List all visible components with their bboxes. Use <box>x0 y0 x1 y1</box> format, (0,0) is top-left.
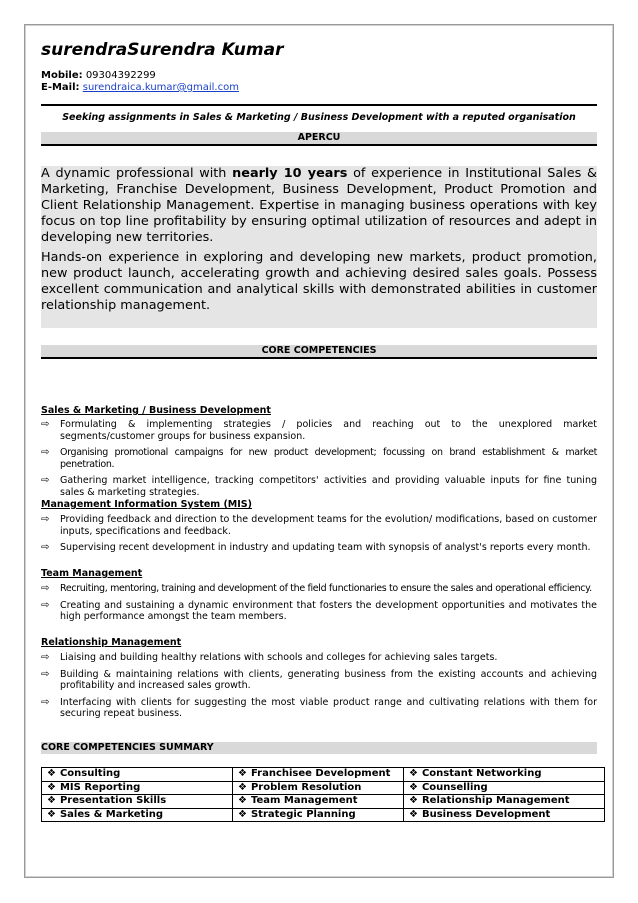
list-item: ⇨ Gathering market intelligence, tracking competitors' activities and providing valuable inputs for fine tuning sales & marketing strategies. <box>41 475 597 498</box>
objective-statement: Seeking assignments in Sales & Marketing / Business Development with a reputed organisation <box>62 112 576 123</box>
list-item: ⇨ Organising promotional campaigns for new product development; focussing on brand establishment & market penetration. <box>41 447 597 470</box>
competencies-summary-bar: CORE COMPETENCIES SUMMARY <box>41 742 597 754</box>
diamond-icon: ❖ <box>409 808 418 820</box>
list-item: ⇨ Providing feedback and direction to the development teams for the evolution/ modifications, based on customer inputs, specifications and feedback. <box>41 514 597 537</box>
table-row <box>42 781 605 795</box>
arrow-icon: ⇨ <box>41 447 50 458</box>
table-cell: ❖ Consulting <box>42 768 233 782</box>
list-item: ⇨ Creating and sustaining a dynamic environment that fosters the development opportunities and motivates the high performance amongst the team members. <box>41 599 597 622</box>
summary-paragraph-2: Hands-on experience in exploring and developing new markets, product promotion, new product launch, accelerating growth and achieving desired sales goals. Possess excellent communication and analytical skills with demonstrated abilities in customer relationship management. <box>41 250 597 313</box>
arrow-icon: ⇨ <box>41 599 50 611</box>
mobile-number: 09304392299 <box>85 70 156 81</box>
candidate-name: surendraSurendra Kumar <box>41 40 284 60</box>
table-cell: ❖ Problem Resolution <box>233 781 404 795</box>
diamond-icon: ❖ <box>238 781 247 793</box>
arrow-icon: ⇨ <box>41 514 50 525</box>
list-item: ⇨ Building & maintaining relations with clients, generating business from the existing accounts and achieving profitability and increased sales growth. <box>41 668 597 691</box>
table-cell: ❖ Strategic Planning <box>233 808 404 822</box>
apercu-section-bar: APERCU <box>41 132 597 146</box>
arrow-icon: ⇨ <box>41 419 50 430</box>
email-label: E-Mail: <box>41 82 80 93</box>
mis-bullets <box>41 514 597 559</box>
section-title-mis: Management Information System (MIS) <box>41 499 252 510</box>
diamond-icon: ❖ <box>409 795 418 806</box>
core-competencies-bar: CORE COMPETENCIES <box>41 345 597 359</box>
list-item: ⇨ Formulating & implementing strategies / policies and reaching out to the unexplored market segments/customer groups for business expansion. <box>41 419 597 442</box>
mobile-line <box>41 70 156 82</box>
arrow-icon: ⇨ <box>41 475 50 486</box>
profile-summary <box>41 166 597 328</box>
arrow-icon: ⇨ <box>41 583 50 594</box>
summary-paragraph-1: A dynamic professional with nearly 10 years of experience in Institutional Sales & Marketing, Franchise Development, Business Development, Product Promotion and Client Relationship Management. Expertise in managing business operations with key focus on top line profitability by ensuring optimal utilization of resources and adept in developing new territories. <box>41 166 597 245</box>
diamond-icon: ❖ <box>47 768 56 779</box>
arrow-icon: ⇨ <box>41 652 50 663</box>
diamond-icon: ❖ <box>409 768 418 779</box>
arrow-icon: ⇨ <box>41 542 50 553</box>
relationship-bullets <box>41 652 597 725</box>
diamond-icon: ❖ <box>238 808 247 820</box>
competency-summary-table <box>41 767 605 822</box>
team-bullets <box>41 583 597 628</box>
list-item: ⇨ Supervising recent development in industry and updating team with synopsis of analyst's reports every month. <box>41 542 591 553</box>
diamond-icon: ❖ <box>238 795 247 806</box>
table-cell: ❖ MIS Reporting <box>42 781 233 795</box>
email-line <box>41 82 239 94</box>
header-divider <box>41 104 597 106</box>
list-item: ⇨ Recruiting, mentoring, training and development of the field functionaries to ensure the sales and operational efficiency. <box>41 583 592 594</box>
section-title-relationship: Relationship Management <box>41 637 182 648</box>
table-cell: ❖ Franchisee Development <box>233 768 404 782</box>
table-row <box>42 768 605 782</box>
list-item: ⇨ Interfacing with clients for suggesting the most viable product range and cultivating relations with them for securing repeat business. <box>41 696 597 719</box>
arrow-icon: ⇨ <box>41 668 50 680</box>
table-cell: ❖ Relationship Management <box>404 795 605 809</box>
diamond-icon: ❖ <box>47 781 56 793</box>
diamond-icon: ❖ <box>238 768 247 779</box>
section-title-sales: Sales & Marketing / Business Development <box>41 405 271 416</box>
diamond-icon: ❖ <box>47 808 56 820</box>
table-cell: ❖ Presentation Skills <box>42 795 233 809</box>
list-item: ⇨ Liaising and building healthy relations with schools and colleges for achieving sales targets. <box>41 652 498 663</box>
diamond-icon: ❖ <box>47 795 56 806</box>
table-row <box>42 808 605 822</box>
table-cell: ❖ Team Management <box>233 795 404 809</box>
sales-bullets <box>41 419 597 503</box>
table-cell: ❖ Business Development <box>404 808 605 822</box>
table-row <box>42 795 605 809</box>
table-cell: ❖ Counselling <box>404 781 605 795</box>
table-cell: ❖ Sales & Marketing <box>42 808 233 822</box>
diamond-icon: ❖ <box>409 781 418 793</box>
table-cell: ❖ Constant Networking <box>404 768 605 782</box>
email-link[interactable]: surendraica.kumar@gmail.com <box>82 82 239 93</box>
section-title-team: Team Management <box>41 568 143 579</box>
mobile-label: Mobile: <box>41 70 83 81</box>
arrow-icon: ⇨ <box>41 696 50 708</box>
